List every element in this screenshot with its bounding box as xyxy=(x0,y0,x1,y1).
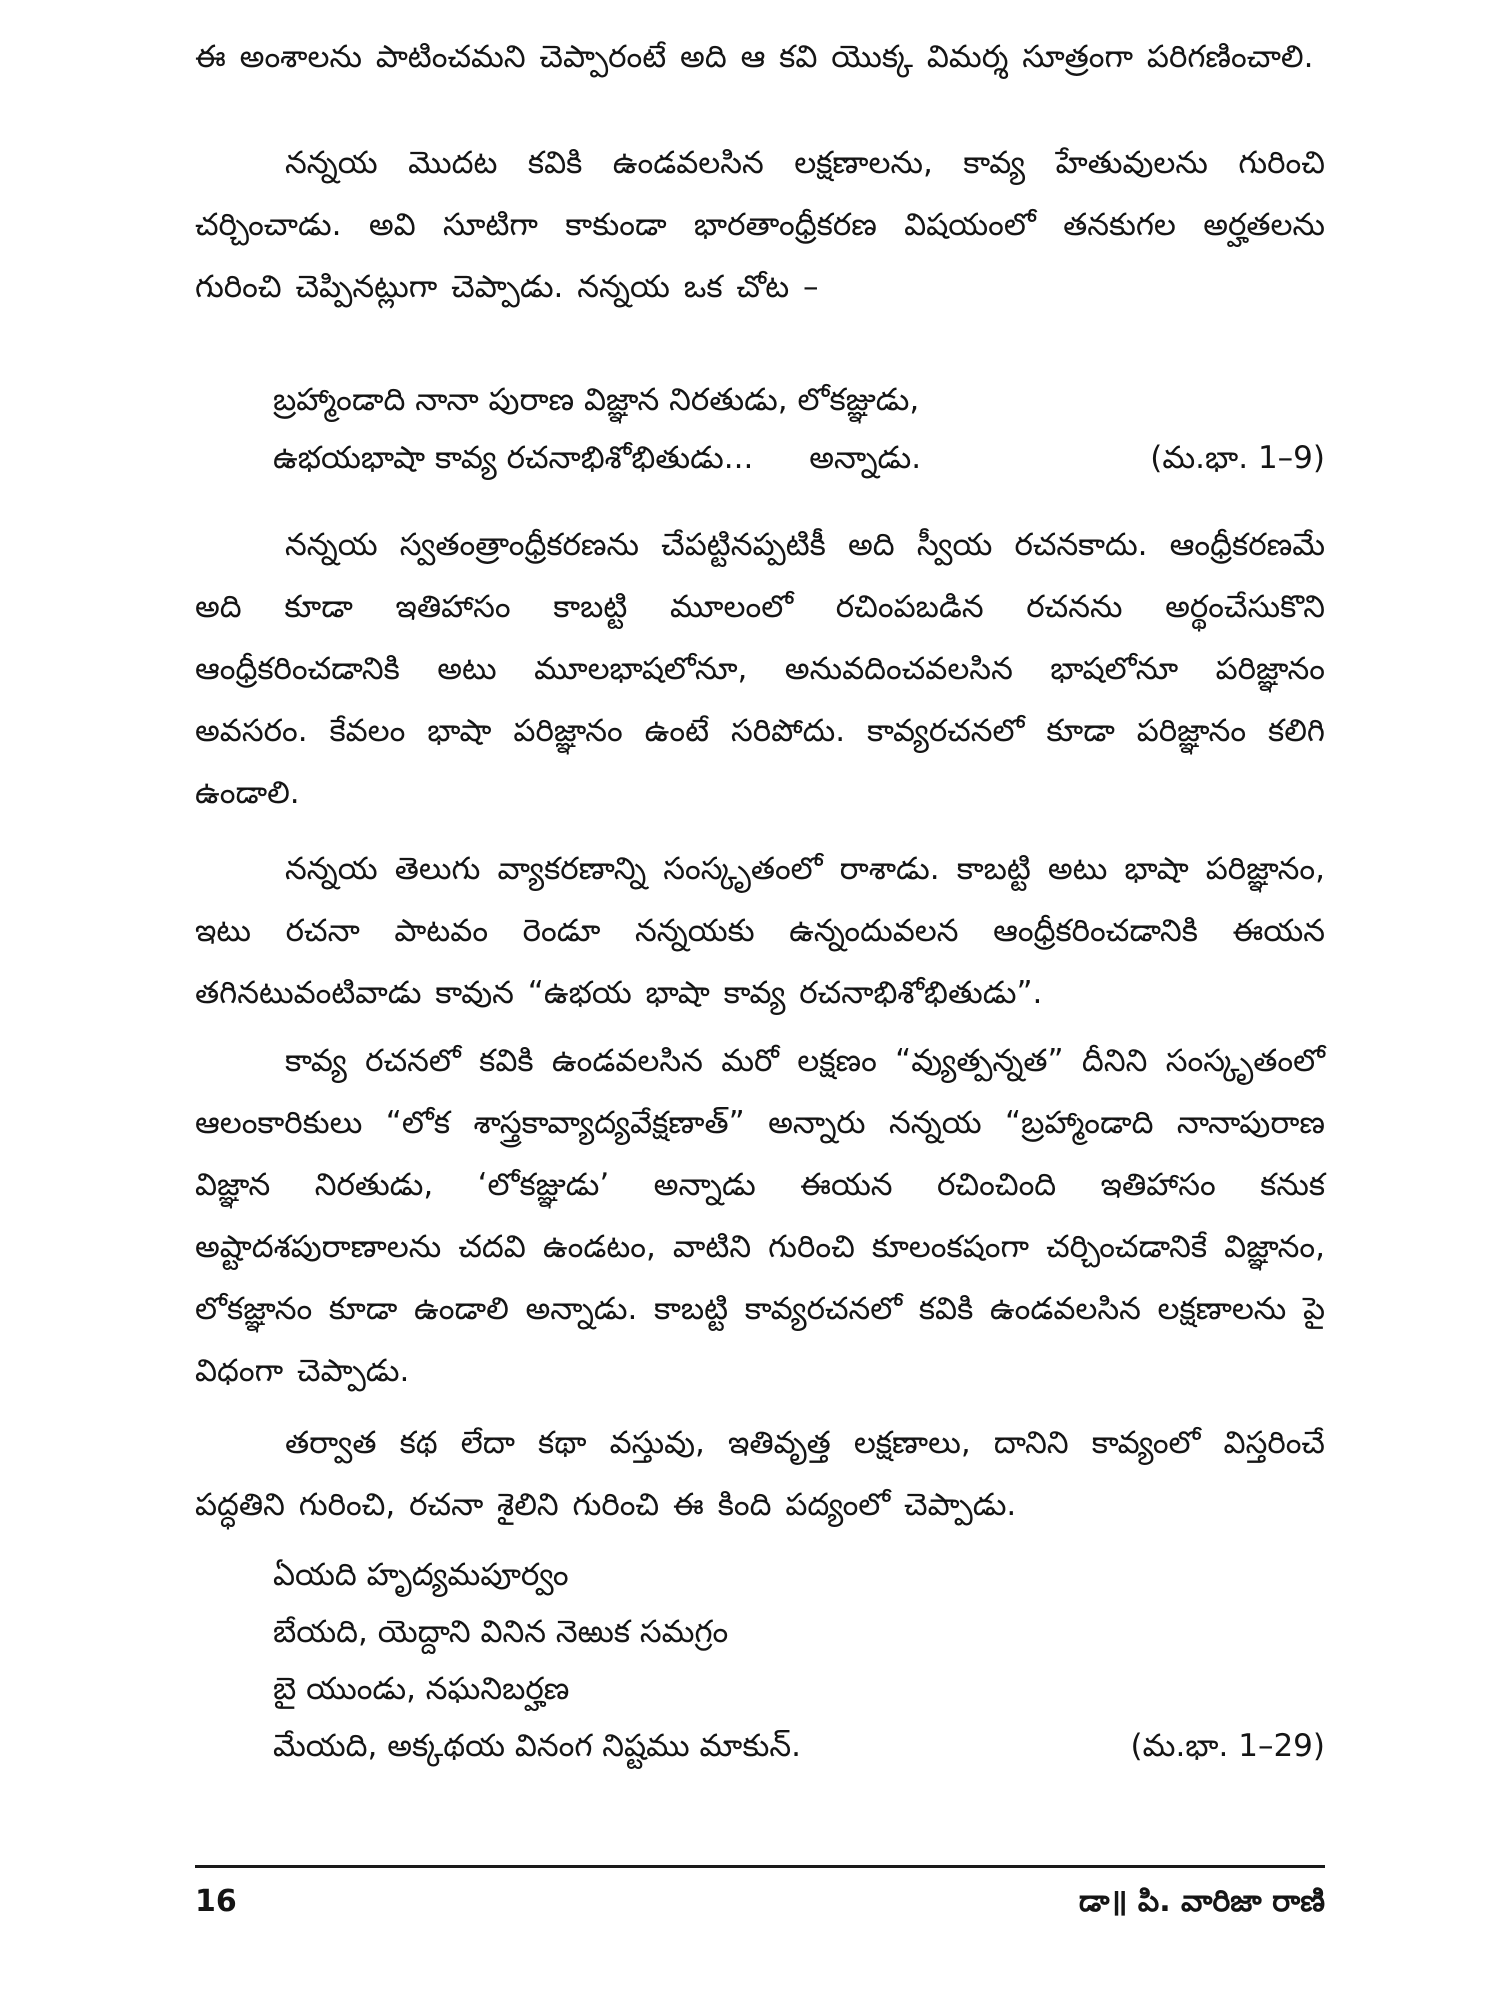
paragraph-1: ఈ అంశాలను పాటించమని చెప్పారంటే అది ఆ కవి యొక్క విమర్శ సూత్రంగా పరిగణించాలి. xyxy=(195,39,1314,75)
footer-divider xyxy=(195,1865,1325,1868)
verse-line-3: బై యుండు, నఘనిబర్హణ xyxy=(273,1671,570,1707)
author-name: డా॥ పి. వారిజా రాణి xyxy=(1078,1884,1325,1919)
verse-line-4: మేయది, అక్కథయ వినంగ నిష్టము మాకున్. xyxy=(273,1728,801,1764)
quote-line-2-text: ఉభయభాషా కావ్య రచనాభిశోభితుడు... xyxy=(273,440,754,476)
verse-line-2: బేయది, యెద్దాని వినిన నెఱుక సమగ్రం xyxy=(273,1614,729,1650)
verse-reference: (మ.భా. 1–29) xyxy=(1130,1728,1325,1764)
quote-line-1: బ్రహ్మాండాది నానా పురాణ విజ్ఞాన నిరతుడు, లోకజ్ఞుడు, xyxy=(273,382,920,418)
paragraph-2: నన్నయ మొదట కవికి ఉండవలసిన లక్షణాలను, కావ్య హేతువులను గురించి చర్చించాడు. అవి సూటిగా కాకుండా భారతాంధ్రీకరణ విషయంలో తనకుగల అర్హతలను గురించి చెప్పినట్లుగా చెప్పాడు. నన్నయ ఒక చోట – xyxy=(195,145,1325,305)
paragraph-6: తర్వాత కథ లేదా కథా వస్తువు, ఇతివృత్త లక్షణాలు, దానిని కావ్యంలో విస్తరించే పద్ధతిని గురించి, రచనా శైలిని గురించి ఈ కింది పద్యంలో చెప్పాడు. xyxy=(195,1425,1325,1523)
paragraph-5: కావ్య రచనలో కవికి ఉండవలసిన మరో లక్షణం “వ్యుత్పన్నత” దీనిని సంస్కృతంలో ఆలంకారికులు “లోక శాస్త్రకావ్యాద్యవేక్షణాత్” అన్నారు నన్నయ “బ్రహ్మాండాది నానాపురాణ విజ్ఞాన నిరతుడు, ‘లోకజ్ఞుడు’ అన్నాడు ఈయన రచించింది ఇతిహాసం కనుక అష్టాదశపురాణాలను చదవి ఉండటం, వాటిని గురించి కూలంకషంగా చర్చించడానికే విజ్ఞానం, లోకజ్ఞానం కూడా ఉండాలి అన్నాడు. కాబట్టి కావ్యరచనలో కవికి ఉండవలసిన లక్షణాలను పై విధంగా చెప్పాడు. xyxy=(195,1043,1325,1389)
page-number: 16 xyxy=(195,1884,237,1919)
quote-reference: (మ.భా. 1–9) xyxy=(1150,440,1325,476)
paragraph-3: నన్నయ స్వతంత్రాంధ్రీకరణను చేపట్టినప్పటికీ అది స్వీయ రచనకాదు. ఆంధ్రీకరణమే అది కూడా ఇతిహాసం కాబట్టి మూలంలో రచింపబడిన రచనను అర్థంచేసుకొని ఆంధ్రీకరించడానికి అటు మూలభాషలోనూ, అనువదించవలసిన భాషలోనూ పరిజ్ఞానం అవసరం. కేవలం భాషా పరిజ్ఞానం ఉంటే సరిపోదు. కావ్యరచనలో కూడా పరిజ్ఞానం కలిగి ఉండాలి. xyxy=(195,527,1325,811)
paragraph-4: నన్నయ తెలుగు వ్యాకరణాన్ని సంస్కృతంలో రాశాడు. కాబట్టి అటు భాషా పరిజ్ఞానం, ఇటు రచనా పాటవం రెండూ నన్నయకు ఉన్నందువలన ఆంధ్రీకరించడానికి ఈయన తగినటువంటివాడు కావున “ఉభయ భాషా కావ్య రచనాభిశోభితుడు”. xyxy=(195,851,1325,1011)
verse-line-1: ఏయది హృద్యమపూర్వం xyxy=(273,1557,569,1593)
quote-line-2 xyxy=(273,438,921,478)
document-page xyxy=(195,0,1325,2000)
quote-line-2-suffix: అన్నాడు. xyxy=(809,440,922,476)
